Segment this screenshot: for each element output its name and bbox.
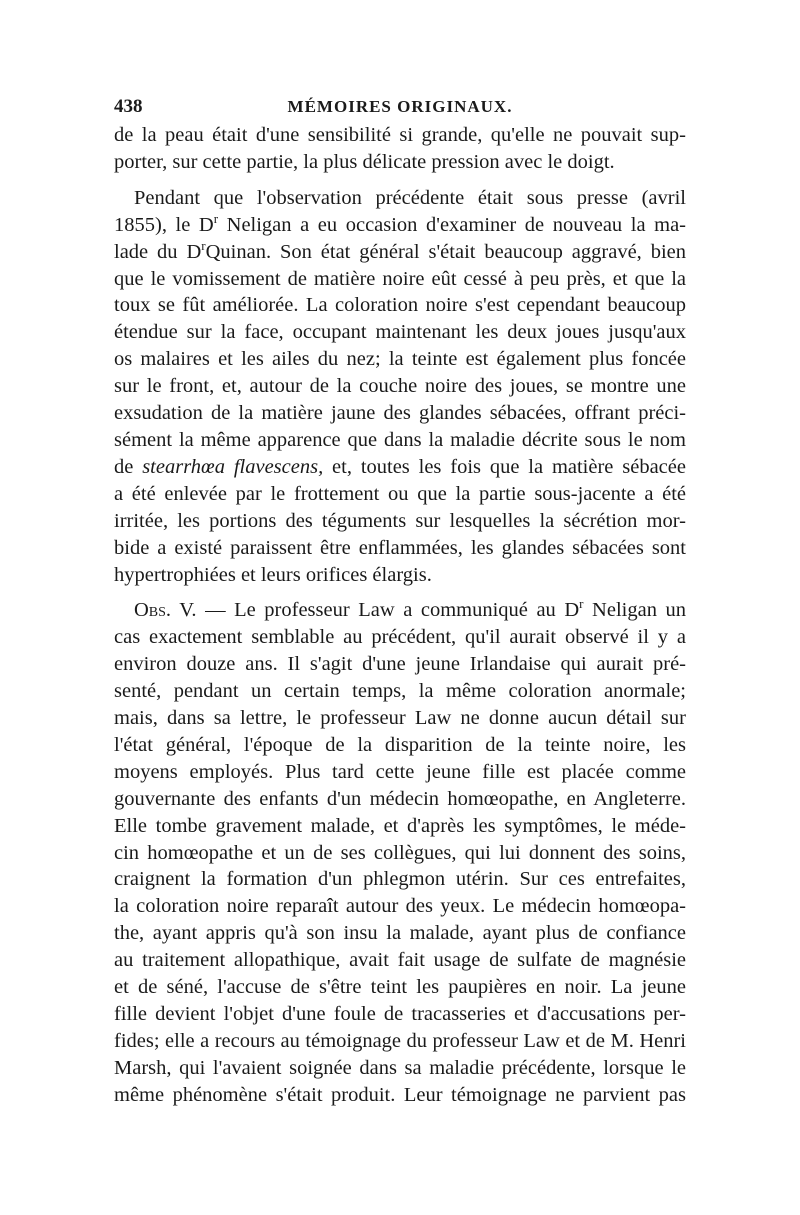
text-line: senté, pendant un certain temps, la même coloration anormale; bbox=[114, 680, 686, 703]
text-line: moyens employés. Plus tard cette jeune fille est placée comme bbox=[114, 760, 686, 783]
text-fragment: 1855), le D bbox=[114, 213, 214, 236]
text-line: the, ayant appris qu'à son insu la malade, ayant plus de confiance bbox=[114, 922, 686, 945]
text-line: même phénomène s'était produit. Leur témoignage ne parvient pas bbox=[114, 1083, 686, 1106]
text-line: mais, dans sa lettre, le professeur Law ne donne aucun détail sur bbox=[114, 707, 686, 730]
italic-term: stearrhœa flavescens, bbox=[142, 455, 324, 478]
text-fragment: V. — Le professeur Law a communiqué au D bbox=[171, 599, 580, 622]
text-fragment: Quinan. Son état général s'était beaucoup aggravé, bien bbox=[205, 240, 687, 263]
text-line: que le vomissement de matière noire eût cessé à peu près, et que la bbox=[114, 267, 686, 290]
text-line: Marsh, qui l'avaient soignée dans sa maladie précédente, lorsque le bbox=[114, 1056, 686, 1079]
paragraph-1 bbox=[114, 122, 686, 176]
superscript: r bbox=[201, 237, 206, 253]
obs-label: Obs. bbox=[134, 599, 172, 622]
text-line bbox=[114, 597, 686, 624]
paragraph-2 bbox=[114, 185, 686, 589]
text-line bbox=[114, 454, 686, 481]
book-page bbox=[114, 92, 686, 1109]
text-fragment: de bbox=[114, 455, 143, 478]
text-line: cin homœopathe et un de ses collègues, qui lui donnent des soins, bbox=[114, 841, 686, 864]
text-line: environ douze ans. Il s'agit d'une jeune Irlandaise qui aurait pré- bbox=[114, 653, 686, 676]
text-line: craignent la formation d'un phlegmon utérin. Sur ces entrefaites, bbox=[114, 868, 686, 891]
text-line: étendue sur la face, occupant maintenant les deux joues jusqu'aux bbox=[114, 321, 686, 344]
text-line: porter, sur cette partie, la plus délicate pression avec le doigt. bbox=[114, 150, 615, 173]
text-line: gouvernante des enfants d'un médecin homœopathe, en Angleterre. bbox=[114, 787, 686, 810]
text-line: Pendant que l'observation précédente était sous presse (avril bbox=[134, 186, 686, 209]
text-line: et de séné, l'accuse de s'être teint les paupières en noir. La jeune bbox=[114, 976, 686, 999]
text-line: de la peau était d'une sensibilité si grande, qu'elle ne pouvait sup- bbox=[114, 124, 686, 146]
superscript: r bbox=[213, 210, 219, 226]
text-line bbox=[114, 212, 686, 239]
text-line: bide a existé paraissent être enflammées, les glandes sébacées sont bbox=[114, 536, 686, 559]
text-line: cas exactement semblable au précédent, qu'il aurait observé il y a bbox=[114, 626, 686, 649]
text-line: la coloration noire reparaît autour des yeux. Le médecin homœopa- bbox=[114, 895, 686, 918]
text-line: irritée, les portions des téguments sur lesquelles la sécrétion mor- bbox=[114, 509, 686, 532]
text-fragment: Neligan un bbox=[583, 599, 686, 622]
text-line bbox=[114, 239, 686, 266]
text-line: exsudation de la matière jaune des glandes sébacées, offrant préci- bbox=[114, 402, 686, 425]
text-line: l'état général, l'époque de la disparition de la teinte noire, les bbox=[114, 733, 686, 756]
text-fragment: Neligan a eu occasion d'examiner de nouveau la ma- bbox=[218, 213, 686, 236]
text-line: a été enlevée par le frottement ou que la partie sous-jacente a été bbox=[114, 482, 686, 505]
text-line: sur le front, et, autour de la couche noire des joues, se montre une bbox=[114, 375, 686, 398]
superscript: r bbox=[579, 596, 584, 612]
text-line: os malaires et les ailes du nez; la teinte est également plus foncée bbox=[114, 348, 686, 371]
text-fragment: lade du D bbox=[114, 240, 202, 263]
text-line: Elle tombe gravement malade, et d'après les symptômes, le méde- bbox=[114, 814, 686, 837]
text-line: fille devient l'objet d'une foule de tracasseries et d'accusations per- bbox=[114, 1003, 686, 1025]
text-line: au traitement allopathique, avait fait usage de sulfate de magnésie bbox=[114, 949, 686, 972]
text-line: hypertrophiées et leurs orifices élargis. bbox=[114, 563, 432, 586]
text-line: toux se fût améliorée. La coloration noire s'est cependant beaucoup bbox=[114, 294, 686, 317]
text-line: fides; elle a recours au témoignage du professeur Law et de M. Henri bbox=[114, 1029, 686, 1052]
running-head bbox=[114, 92, 686, 122]
text-fragment: et, toutes les fois que la matière sébacée bbox=[323, 455, 686, 478]
running-title: MÉMOIRES ORIGINAUX. bbox=[287, 97, 513, 116]
page-number: 438 bbox=[114, 96, 143, 117]
text-line: sément la même apparence que dans la maladie décrite sous le nom bbox=[114, 428, 686, 451]
paragraph-3 bbox=[114, 597, 686, 1108]
